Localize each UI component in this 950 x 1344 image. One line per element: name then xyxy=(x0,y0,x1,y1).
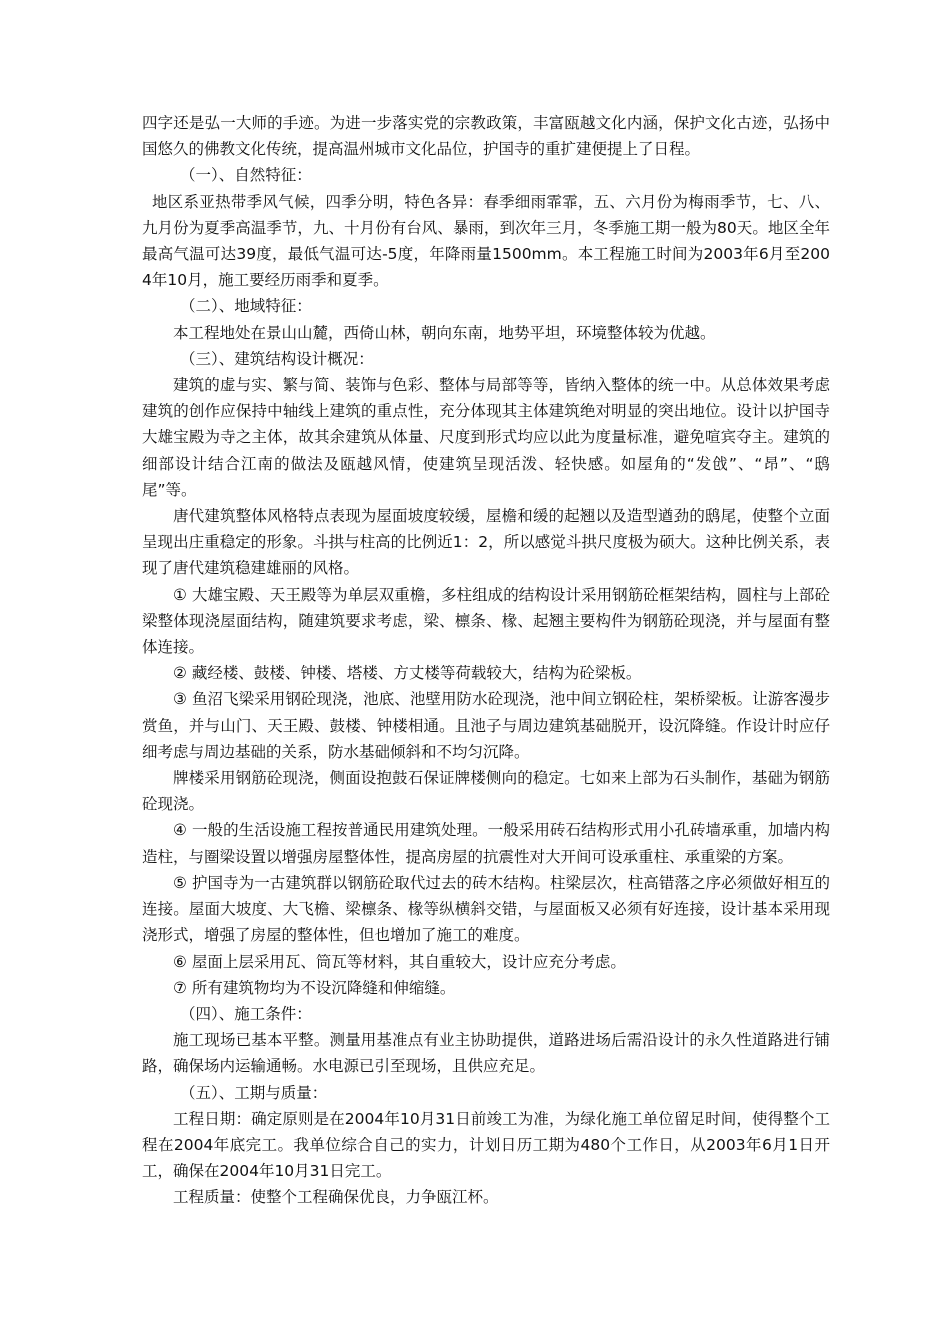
list-item-6: ⑥ 屋面上层采用瓦、筒瓦等材料，其自重较大，设计应充分考虑。 xyxy=(173,952,626,971)
paragraph-intro: 四字还是弘一大师的手迹。为进一步落实党的宗教政策，丰富瓯越文化内涵，保护文化古迹，弘扬中国悠久的佛教文化传统，提高温州城市文化品位，护国寺的重扩建便提上了日程。 xyxy=(142,114,830,159)
paragraph-design-overview: 建筑的虚与实、繁与简、装饰与色彩、整体与局部等等，皆纳入整体的统一中。从总体效果考虑建筑的创作应保持中轴线上建筑的重点性，充分体现其主体建筑绝对明显的突出地位。设计以护国寺大雄宝殿为寺之主体，故其余建筑从体量、尺度到形式均应以此为度量标准，避免喧宾夺主。建筑的细部设计结合江南的做法及瓯越风情，使建筑呈现活泼、轻快感。如屋角的“发戗”、“昂”、“鸱尾”等。 xyxy=(142,376,830,499)
paragraph-archway: 牌楼采用钢筋砼现浇，侧面设抱鼓石保证牌楼侧向的稳定。七如来上部为石头制作，基础为钢筋砼现浇。 xyxy=(142,769,830,814)
list-item-7: ⑦ 所有建筑物均为不设沉降缝和伸缩缝。 xyxy=(173,978,456,997)
list-item-1: ① 大雄宝殿、天王殿等为单层双重檐，多柱组成的结构设计采用钢筋砼框架结构，圆柱与上部砼梁整体现浇屋面结构，随建筑要求考虑，梁、檩条、椽、起翘主要构件为钢筋砼现浇，并与屋面有整体连接。 xyxy=(142,585,830,657)
section-heading-schedule: （五）、工期与质量： xyxy=(180,1083,328,1102)
list-item-3: ③ 鱼沼飞梁采用钢砼现浇，池底、池壁用防水砼现浇，池中间立钢砼柱，架桥梁板。让游客漫步赏鱼，并与山门、天王殿、鼓楼、钟楼相通。且池子与周边建筑基础脱开，设沉降缝。作设计时应仔细考虑与周边基础的关系，防水基础倾斜和不均匀沉降。 xyxy=(142,690,830,761)
paragraph-location: 本工程地处在景山山麓，西倚山林，朝向东南，地势平坦，环境整体较为优越。 xyxy=(173,323,716,342)
list-item-5: ⑤ 护国寺为一古建筑群以钢筋砼取代过去的砖木结构。柱梁层次，柱高错落之序必须做好相互的连接。屋面大坡度、大飞檐、梁檩条、椽等纵横斜交错，与屋面板又必须有好连接，设计基本采用现浇形式，增强了房屋的整体性，但也增加了施工的难度。 xyxy=(142,873,830,945)
section-heading-region: （二）、地域特征： xyxy=(180,297,312,316)
paragraph-climate: 地区系亚热带季风气候，四季分明，特色各异：春季细雨霏霏，五、六月份为梅雨季节，七、八、九月份为夏季高温季节，九、十月份有台风、暴雨，到次年三月，冬季施工期一般为80天。地区全年最高气温可达39度，最低气温可达-5度，年降雨量1500mm。本工程施工时间为2003年6月至2004年10月，施工要经历雨季和夏季。 xyxy=(142,192,830,290)
list-item-4: ④ 一般的生活设施工程按普通民用建筑处理。一般采用砖石结构形式用小孔砖墙承重，加墙内构造柱，与圈梁设置以增强房屋整体性，提高房屋的抗震性对大开间可设承重柱、承重梁的方案。 xyxy=(142,821,830,866)
paragraph-tang-style: 唐代建筑整体风格特点表现为屋面坡度较缓，屋檐和缓的起翘以及造型遒劲的鸱尾，使整个立面呈现出庄重稳定的形象。斗拱与柱高的比例近1：2，所以感觉斗拱尺度极为硕大。这种比例关系，表现了唐代建筑稳建雄丽的风格。 xyxy=(142,507,830,578)
document-page xyxy=(142,110,830,1211)
paragraph-site-conditions: 施工现场已基本平整。测量用基准点有业主协助提供，道路进场后需沿设计的永久性道路进行铺路，确保场内运输通畅。水电源已引至现场，且供应充足。 xyxy=(142,1031,830,1076)
paragraph-schedule: 工程日期：确定原则是在2004年10月31日前竣工为准，为绿化施工单位留足时间，使得整个工程在2004年底完工。我单位综合自己的实力，计划日历工期为480个工作日，从2003年6月1日开工，确保在2004年10月31日完工。 xyxy=(142,1109,830,1181)
section-heading-conditions: （四）、施工条件： xyxy=(180,1004,312,1023)
section-heading-structure: （三）、建筑结构设计概况： xyxy=(180,349,374,368)
paragraph-quality: 工程质量：使整个工程确保优良，力争瓯江杯。 xyxy=(173,1188,499,1207)
list-item-2: ② 藏经楼、鼓楼、钟楼、塔楼、方丈楼等荷载较大，结构为砼梁板。 xyxy=(173,664,642,683)
section-heading-natural: （一）、自然特征： xyxy=(180,166,312,185)
